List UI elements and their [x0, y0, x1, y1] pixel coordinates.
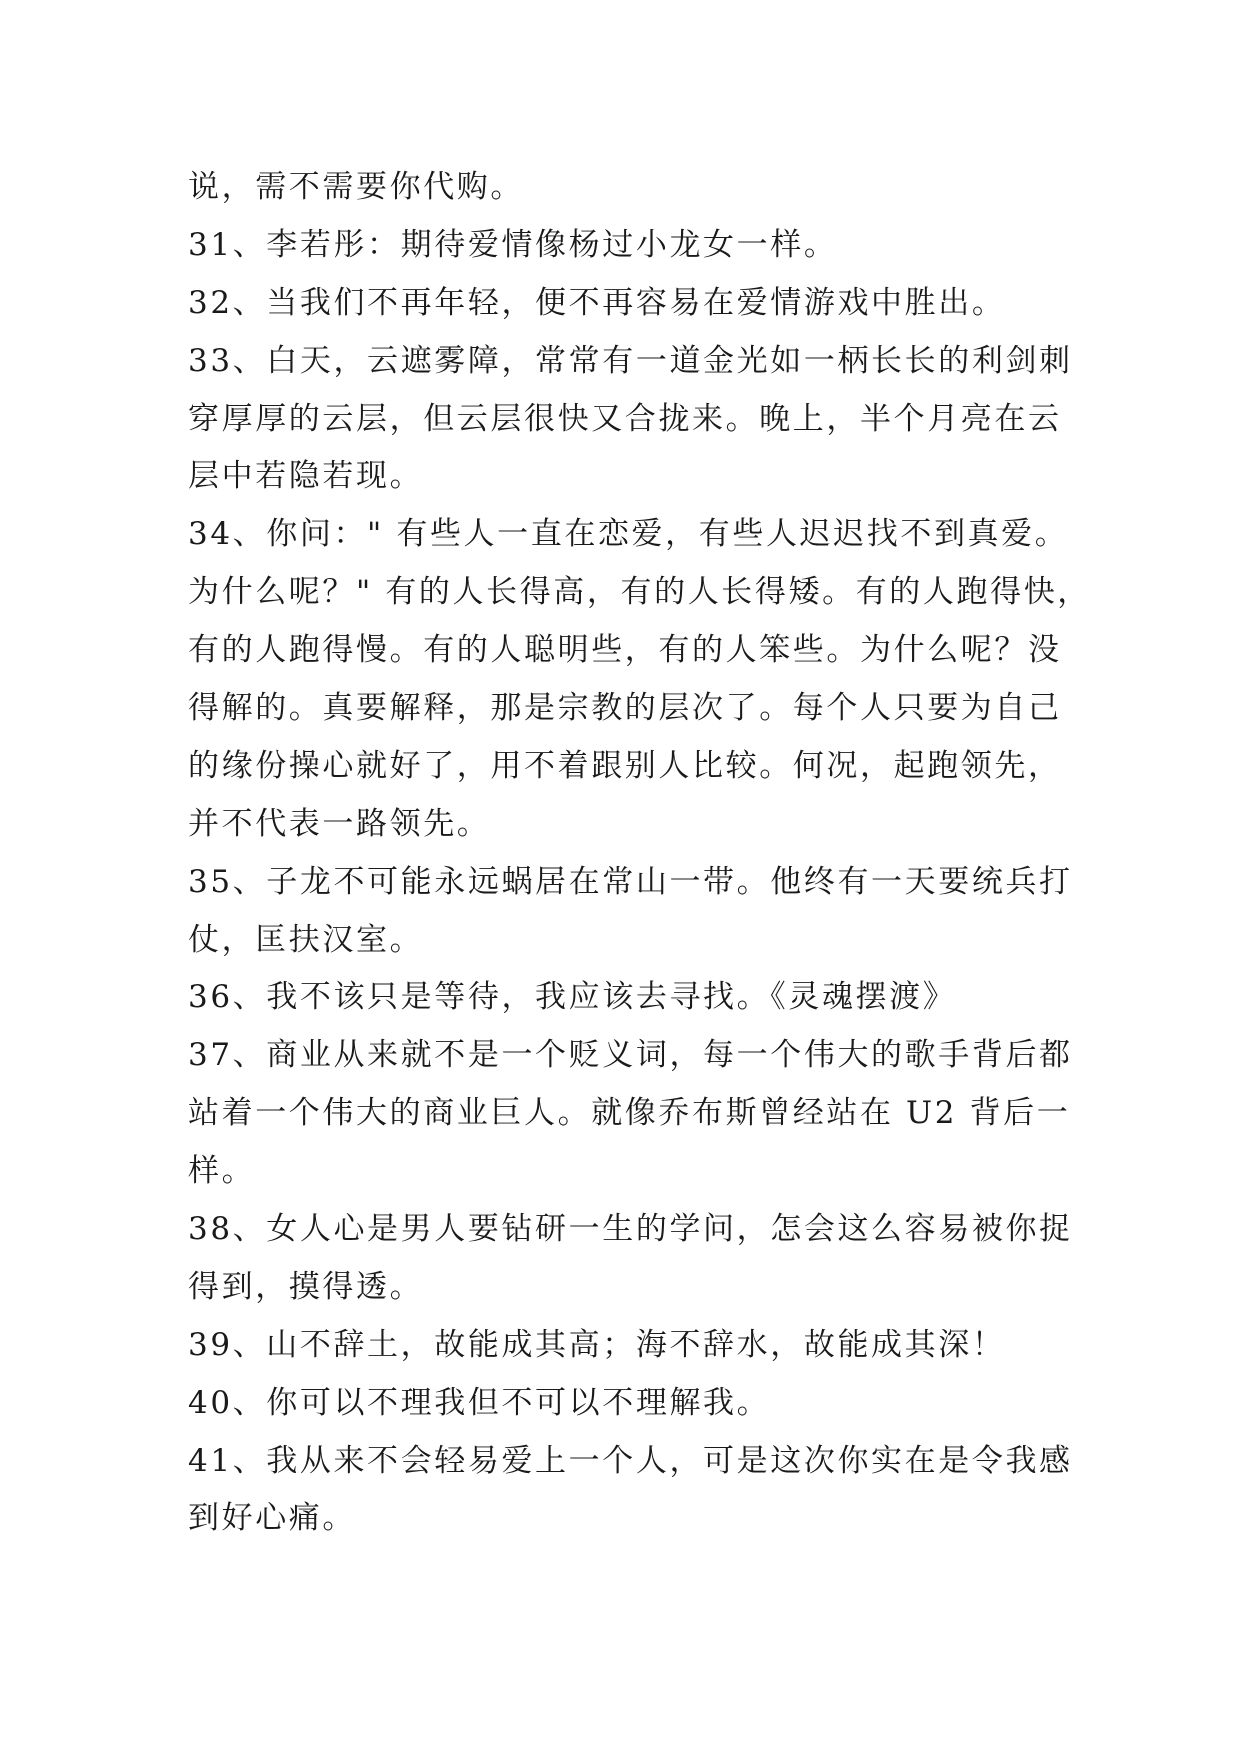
text-line: 31、李若彤：期待爱情像杨过小龙女一样。 — [188, 226, 838, 263]
text-line: 为什么呢？" 有的人长得高，有的人长得矮。有的人跑得快， — [188, 574, 1091, 611]
text-line: 穿厚厚的云层，但云层很快又合拢来。晚上，半个月亮在云 — [188, 400, 1062, 437]
text-line: 38、女人心是男人要钻研一生的学问，怎会这么容易被你捉 — [188, 1211, 1073, 1248]
text-line: 40、你可以不理我但不可以不理解我。 — [188, 1384, 771, 1421]
text-line: 层中若隐若现。 — [188, 458, 424, 495]
text-line: 36、我不该只是等待，我应该去寻找。《灵魂摆渡》 — [188, 979, 957, 1016]
text-line: 41、我从来不会轻易爱上一个人，可是这次你实在是令我感 — [188, 1442, 1073, 1479]
text-line: 得到，摸得透。 — [188, 1268, 424, 1305]
text-line: 站着一个伟大的商业巨人。就像乔布斯曾经站在 U2 背后一 — [188, 1095, 1071, 1132]
text-line: 有的人跑得慢。有的人聪明些，有的人笨些。为什么呢？没 — [188, 632, 1062, 669]
text-line: 35、子龙不可能永远蜗居在常山一带。他终有一天要统兵打 — [188, 863, 1073, 900]
body-text — [188, 159, 1091, 1548]
text-line: 34、你问：" 有些人一直在恋爱，有些人迟迟找不到真爱。 — [188, 516, 1069, 553]
text-line: 33、白天，云遮雾障，常常有一道金光如一柄长长的利剑刺 — [188, 342, 1073, 379]
text-line: 样。 — [188, 1153, 256, 1190]
text-line: 37、商业从来就不是一个贬义词，每一个伟大的歌手背后都 — [188, 1037, 1073, 1074]
text-line: 39、山不辞土，故能成其高；海不辞水，故能成其深！ — [188, 1326, 1006, 1363]
text-line: 的缘份操心就好了，用不着跟别人比较。何况，起跑领先， — [188, 747, 1062, 784]
text-line: 仗，匡扶汉室。 — [188, 921, 424, 958]
text-line: 得解的。真要解释，那是宗教的层次了。每个人只要为自己 — [188, 690, 1062, 727]
text-line: 并不代表一路领先。 — [188, 805, 491, 842]
text-line: 到好心痛。 — [188, 1500, 356, 1537]
text-line: 32、当我们不再年轻，便不再容易在爱情游戏中胜出。 — [188, 284, 1006, 321]
text-line: 说，需不需要你代购。 — [188, 169, 524, 205]
